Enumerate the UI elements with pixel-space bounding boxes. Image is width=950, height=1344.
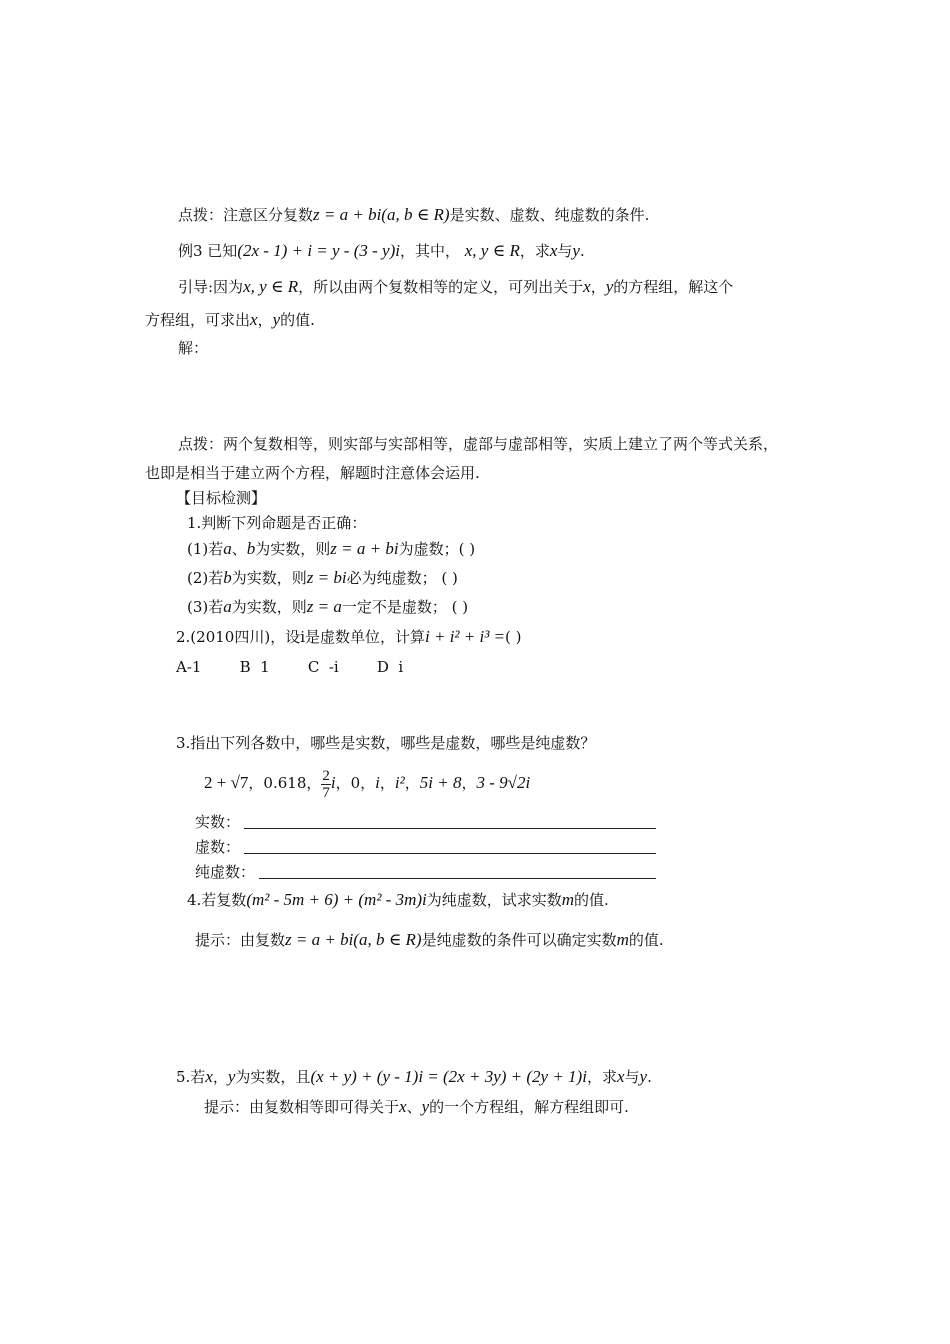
math-expr: z = a bbox=[306, 597, 342, 616]
math-var: i bbox=[330, 773, 336, 792]
hint-4 bbox=[195, 930, 664, 950]
text: 的方程组，解这个 bbox=[613, 278, 734, 296]
question-4 bbox=[187, 890, 609, 910]
math-var: y bbox=[421, 1097, 430, 1116]
math-expr: x, y ∈ R bbox=[464, 241, 520, 260]
math-var: x bbox=[583, 277, 591, 296]
text: 必为纯虚数； ( ) bbox=[346, 569, 458, 587]
text: ， bbox=[257, 311, 273, 329]
text: 为实数，则 bbox=[231, 598, 307, 616]
pure-imaginary-answer-blank[interactable] bbox=[259, 878, 656, 879]
text: 为实数，则 bbox=[231, 569, 307, 587]
text: 2.(2010四川)，设i是虚数单位，计算 bbox=[176, 628, 425, 646]
question-1: 1.判断下列命题是否正确： bbox=[187, 514, 367, 532]
guide-line-2 bbox=[145, 310, 315, 330]
math-expr: (m² - 5m + 6) + (m² - 3m)i bbox=[246, 890, 427, 909]
text: 为纯虚数，试求实数 bbox=[426, 891, 562, 909]
pure-imaginary-label: 纯虚数： bbox=[195, 863, 256, 881]
text: 为实数，则 bbox=[255, 540, 331, 558]
text: 、 bbox=[231, 540, 247, 558]
tip-line-1 bbox=[178, 205, 649, 225]
text: ，所以由两个复数相等的定义，可列出关于 bbox=[298, 278, 584, 296]
guide-line-1 bbox=[178, 277, 733, 297]
text: 5.若 bbox=[176, 1068, 206, 1086]
text: ( ) bbox=[505, 628, 522, 646]
math-expr: z = a + bi(a, b ∈ R) bbox=[313, 205, 450, 224]
fraction-numerator: 2 bbox=[322, 767, 330, 784]
text: 的值. bbox=[628, 931, 664, 949]
math-var: y bbox=[227, 1067, 236, 1086]
math-var: a bbox=[223, 539, 232, 558]
text: ，0， bbox=[335, 774, 376, 792]
text: 是纯虚数的条件可以确定实数 bbox=[421, 931, 617, 949]
math-expr: x, y ∈ R bbox=[243, 277, 299, 296]
math-var: b bbox=[223, 568, 232, 587]
text: (2)若 bbox=[187, 569, 224, 587]
text: (1)若 bbox=[187, 540, 224, 558]
question-5 bbox=[176, 1067, 652, 1087]
math-var: y bbox=[605, 277, 614, 296]
math-var: y bbox=[572, 241, 580, 260]
text: 的值. bbox=[280, 311, 315, 329]
text: 的一个方程组，解方程组即可. bbox=[429, 1098, 629, 1116]
text: ，求 bbox=[586, 1068, 617, 1086]
question-1-2 bbox=[187, 568, 458, 588]
math-var: x bbox=[250, 310, 258, 329]
math-var: x bbox=[205, 1067, 213, 1086]
math-var: i² bbox=[394, 773, 405, 792]
text: 点拨：注意区分复数 bbox=[178, 206, 314, 224]
question-3: 3.指出下列各数中，哪些是实数，哪些是虚数，哪些是纯虚数？ bbox=[176, 734, 596, 752]
math-var: x bbox=[399, 1097, 407, 1116]
number-expr: 5i + 8 bbox=[419, 773, 462, 792]
example-3 bbox=[178, 241, 585, 261]
math-var: b bbox=[246, 539, 256, 558]
text: (3)若 bbox=[187, 598, 224, 616]
section-title: 【目标检测】 bbox=[176, 489, 267, 507]
text: 的值. bbox=[574, 891, 609, 909]
math-var: m bbox=[561, 890, 575, 909]
math-expr: z = bi bbox=[306, 568, 347, 587]
text: . bbox=[647, 1068, 652, 1086]
text: 是实数、虚数、纯虚数的条件. bbox=[449, 206, 650, 224]
question-2 bbox=[176, 627, 522, 647]
math-var: a bbox=[223, 597, 232, 616]
imaginary-answer-blank[interactable] bbox=[244, 853, 656, 854]
text: ， bbox=[461, 774, 477, 792]
text: 、 bbox=[406, 1098, 422, 1116]
text: ，求 bbox=[519, 242, 550, 260]
text: 提示：由复数 bbox=[195, 931, 286, 949]
text: 为虚数；( ) bbox=[398, 540, 476, 558]
text: . bbox=[579, 242, 585, 260]
text: ，0.618， bbox=[248, 774, 322, 792]
question-2-options: A-1 B 1 C -i D i bbox=[176, 658, 404, 676]
math-var: y bbox=[639, 1067, 648, 1086]
math-var: m bbox=[616, 930, 629, 949]
text: 与 bbox=[624, 1068, 640, 1086]
math-expr: z = a + bi bbox=[330, 539, 399, 558]
text: 方程组，可求出 bbox=[145, 311, 251, 329]
text: ， bbox=[590, 278, 606, 296]
tip-line-2b: 也即是相当于建立两个方程，解题时注意体会运用. bbox=[145, 464, 480, 482]
question-1-3 bbox=[187, 597, 468, 617]
text: 4.若复数 bbox=[187, 891, 247, 909]
math-var: y bbox=[272, 310, 281, 329]
hint-5 bbox=[204, 1097, 629, 1117]
math-expr: z = a + bi(a, b ∈ R) bbox=[285, 930, 422, 949]
text: 例3 已知 bbox=[178, 242, 238, 260]
question-3-numbers bbox=[204, 766, 530, 806]
math-expr: (x + y) + (y - 1)i = (2x + 3y) + (2y + 1)i bbox=[310, 1067, 587, 1086]
real-label: 实数： bbox=[195, 813, 241, 831]
imaginary-label: 虚数： bbox=[195, 838, 241, 856]
math-var: x bbox=[616, 1067, 625, 1086]
text: ， bbox=[404, 774, 420, 792]
text: ， bbox=[212, 1068, 228, 1086]
number-expr: 3 - 9√2i bbox=[476, 773, 531, 792]
tip-line-2a: 点拨：两个复数相等，则实部与实部相等，虚部与虚部相等，实质上建立了两个等式关系， bbox=[178, 435, 779, 453]
text: 引导:因为 bbox=[178, 278, 244, 296]
text: 提示：由复数相等即可得关于 bbox=[204, 1098, 400, 1116]
fraction-denominator: 7 bbox=[322, 784, 330, 801]
math-expr: i + i² + i³ = bbox=[425, 627, 506, 646]
real-answer-blank[interactable] bbox=[244, 828, 656, 829]
math-expr: (2x - 1) + i = y - (3 - y)i bbox=[237, 241, 400, 260]
text: 为实数，且 bbox=[235, 1068, 311, 1086]
text: 一定不是虚数； ( ) bbox=[341, 598, 469, 616]
text: ， bbox=[379, 774, 395, 792]
math-var: i bbox=[375, 773, 380, 792]
question-1-1 bbox=[187, 539, 475, 559]
math-var: x bbox=[549, 241, 558, 260]
text: ，其中， bbox=[399, 242, 460, 260]
number-expr: 2 + √7 bbox=[204, 773, 249, 792]
text: 与 bbox=[557, 242, 573, 260]
fraction bbox=[321, 768, 331, 801]
solution-label: 解： bbox=[178, 339, 209, 357]
